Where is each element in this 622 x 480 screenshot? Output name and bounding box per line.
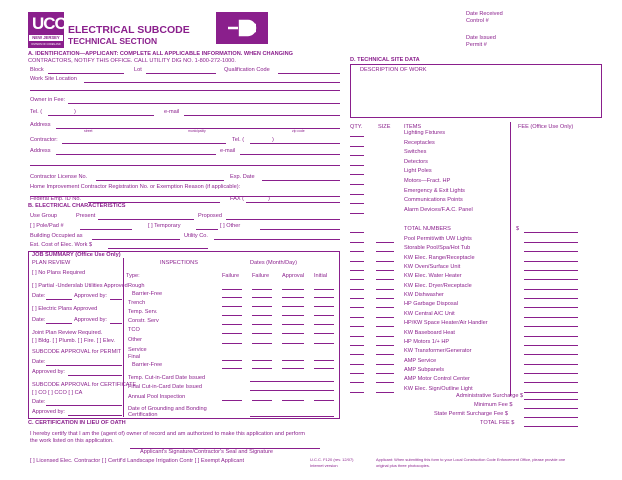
joint-review-options[interactable]: [ ] Bldg. [ ] Plumb. [ ] Fire. [ ] Elev. bbox=[32, 338, 115, 344]
inspection-field-4-0[interactable] bbox=[222, 324, 242, 325]
total-fee-field[interactable] bbox=[524, 426, 578, 427]
inspection-field-2-1[interactable] bbox=[252, 306, 272, 307]
building-occupied-field[interactable] bbox=[92, 239, 180, 240]
approved-by-2-field[interactable] bbox=[110, 323, 122, 324]
inspection-field-9-2[interactable] bbox=[282, 368, 304, 369]
qty-field-1-5[interactable] bbox=[350, 184, 364, 185]
temporary-option[interactable]: [ ] Temporary bbox=[148, 223, 181, 229]
qty-field-1-2[interactable] bbox=[350, 155, 364, 156]
exp-date-label: Exp. Date bbox=[230, 174, 255, 180]
item-label-1-6: Emergency & Exit Lights bbox=[404, 187, 465, 194]
approved-by-3-label: Approved by: bbox=[32, 369, 65, 375]
inspection-field-0-1[interactable] bbox=[252, 289, 272, 290]
contractor-tel-field[interactable] bbox=[250, 143, 340, 144]
building-occupied-label: Building Occupied as bbox=[30, 233, 83, 239]
fee-field-7[interactable] bbox=[524, 307, 578, 308]
item-label-2-3: KW Oven/Surface Unit bbox=[404, 264, 461, 271]
inspection-field-9-0[interactable] bbox=[222, 368, 242, 369]
inspection-field-3-0[interactable] bbox=[222, 315, 242, 316]
size-field-12[interactable] bbox=[376, 354, 394, 355]
total-qty-field[interactable] bbox=[350, 232, 364, 233]
present-label: Present bbox=[76, 213, 96, 219]
approved-by-3-field[interactable] bbox=[68, 375, 122, 376]
work-site-label: Work Site Location bbox=[30, 76, 77, 82]
block-label: Block bbox=[30, 67, 44, 73]
fax-label: FAX ( bbox=[230, 196, 244, 202]
inspection-field-1-3[interactable] bbox=[314, 297, 334, 298]
item-label-2-9: HP/KW Space Heater/Air Handler bbox=[404, 320, 488, 327]
qty-field-1-1[interactable] bbox=[350, 146, 364, 147]
fee-field-3[interactable] bbox=[524, 270, 578, 271]
block-field[interactable] bbox=[48, 73, 124, 74]
lot-label: Lot bbox=[134, 67, 142, 73]
contractor-tel-label: Tel. ( bbox=[232, 137, 245, 143]
date-4-field[interactable] bbox=[46, 405, 122, 406]
annual-pool-field-2[interactable] bbox=[252, 400, 272, 401]
signature-caption: Applicant's Signature/Contractor's Seal and Signature bbox=[140, 449, 274, 455]
fee-field-14[interactable] bbox=[524, 373, 578, 374]
minimum-fee-label: Minimum Fee $ bbox=[474, 402, 513, 408]
inspection-field-2-0[interactable] bbox=[222, 306, 242, 307]
inspection-field-3-1[interactable] bbox=[252, 315, 272, 316]
date-3-label: Date: bbox=[32, 359, 46, 365]
date-4-label: Date: bbox=[32, 399, 46, 405]
qty-field-1-6[interactable] bbox=[350, 194, 364, 195]
inspection-field-3-3[interactable] bbox=[314, 315, 334, 316]
inspection-field-8-1[interactable] bbox=[252, 360, 272, 361]
inspection-type-6: Other bbox=[128, 337, 142, 343]
federal-id-label: Federal Emp. ID No. bbox=[30, 196, 81, 202]
fee-field-4[interactable] bbox=[524, 279, 578, 280]
inspection-field-2-3[interactable] bbox=[314, 306, 334, 307]
fee-field-5[interactable] bbox=[524, 289, 578, 290]
inspection-type-4: Constr. Serv bbox=[128, 318, 159, 324]
license-field[interactable] bbox=[96, 180, 224, 181]
qualification-field[interactable] bbox=[278, 73, 340, 74]
ucc-logo bbox=[28, 12, 66, 51]
item-label-2-10: KW Baseboard Heat bbox=[404, 329, 455, 336]
plan-review-label: PLAN REVIEW bbox=[32, 260, 71, 266]
state-surcharge-label: State Permit Surcharge Fee $ bbox=[434, 411, 508, 417]
work-site-field-2[interactable] bbox=[30, 90, 340, 91]
size-header: SIZE bbox=[378, 124, 391, 130]
section-c-heading: C. CERTIFICATION IN LIEU OF OATH bbox=[28, 420, 126, 426]
inspection-type-2: Trench bbox=[128, 300, 146, 306]
size-field-14[interactable] bbox=[376, 373, 394, 374]
grounding-label-2: Certification bbox=[128, 412, 158, 418]
item-label-2-13: AMP Service bbox=[404, 357, 437, 364]
contractor-email-label: e-mail bbox=[220, 148, 236, 154]
qty-field-2-6[interactable] bbox=[350, 298, 364, 299]
contractor-tel-paren: ) bbox=[272, 137, 274, 143]
size-field-15[interactable] bbox=[376, 382, 394, 383]
fee-divider bbox=[510, 122, 511, 396]
total-fee-line[interactable] bbox=[524, 232, 578, 233]
inspection-field-0-3[interactable] bbox=[314, 289, 334, 290]
form-subtitle: TECHNICAL SECTION bbox=[68, 36, 158, 46]
no-plans-option[interactable]: [ ] No Plans Required bbox=[32, 270, 86, 276]
fee-field-12[interactable] bbox=[524, 354, 578, 355]
approved-by-2-label: Approved by: bbox=[74, 317, 107, 323]
temp-cut-label: Temp. Cut-in-Card Date Issued bbox=[128, 375, 206, 381]
plug-icon bbox=[216, 12, 268, 44]
fee-field-1[interactable] bbox=[524, 251, 578, 252]
inspection-field-6-3[interactable] bbox=[314, 343, 334, 344]
inspection-field-5-3[interactable] bbox=[314, 333, 334, 334]
owner-label: Owner in Fee: bbox=[30, 97, 66, 103]
final-cut-label: Final Cut-in-Card Date Issued bbox=[128, 384, 202, 390]
est-cost-label: Est. Cost of Elec. Work $ bbox=[30, 242, 93, 248]
inspections-label: INSPECTIONS bbox=[160, 260, 198, 266]
date-2-label: Date: bbox=[32, 317, 46, 323]
type-label: Type: bbox=[126, 273, 140, 279]
inspection-field-5-0[interactable] bbox=[222, 333, 242, 334]
inspection-type-1: Barrier-Free bbox=[132, 291, 163, 297]
owner-tel-label: Tel. ( bbox=[30, 109, 43, 115]
description-label: DESCRIPTION OF WORK bbox=[360, 67, 427, 73]
exp-date-field[interactable] bbox=[262, 180, 340, 181]
size-field-0[interactable] bbox=[376, 242, 394, 243]
item-label-2-12: KW Transformer/Generator bbox=[404, 348, 472, 355]
item-label-2-2: KW Elec. Range/Receptacle bbox=[404, 254, 475, 261]
qty-field-1-8[interactable] bbox=[350, 213, 364, 214]
qty-field-2-10[interactable] bbox=[350, 336, 364, 337]
owner-address-label: Address bbox=[30, 122, 51, 128]
qty-field-2-14[interactable] bbox=[350, 373, 364, 374]
fax-paren: ) bbox=[268, 196, 270, 202]
inspection-field-5-2[interactable] bbox=[282, 333, 304, 334]
item-label-2-7: HP Garbage Disposal bbox=[404, 301, 458, 308]
item-label-1-8: Alarm Devices/F.A.C. Panel bbox=[404, 206, 473, 213]
qty-field-2-2[interactable] bbox=[350, 261, 364, 262]
size-field-6[interactable] bbox=[376, 298, 394, 299]
total-dollar-sign: $ bbox=[516, 226, 520, 232]
approved-by-4-field[interactable] bbox=[68, 415, 122, 416]
qty-field-2-0[interactable] bbox=[350, 242, 364, 243]
item-label-2-8: KW Central A/C Unit bbox=[404, 310, 455, 317]
approved-by-1-field[interactable] bbox=[110, 299, 122, 300]
qty-field-2-7[interactable] bbox=[350, 307, 364, 308]
total-fee-label: TOTAL FEE $ bbox=[480, 420, 515, 426]
electric-plans-option[interactable]: [ ] Electric Plans Approved bbox=[32, 306, 98, 312]
date-issued-label: Date Issued bbox=[466, 35, 496, 41]
est-cost-field[interactable] bbox=[108, 248, 208, 249]
joint-review-label: Joint Plan Review Required. bbox=[32, 330, 103, 336]
form-title: ELECTRICAL SUBCODE bbox=[68, 24, 190, 36]
date-3-field[interactable] bbox=[46, 365, 122, 366]
inspection-field-2-2[interactable] bbox=[282, 306, 304, 307]
fee-field-8[interactable] bbox=[524, 317, 578, 318]
qty-field-2-13[interactable] bbox=[350, 364, 364, 365]
zip-caption: zip code bbox=[292, 129, 305, 133]
fee-header: FEE (Office Use Only) bbox=[518, 124, 574, 130]
admin-surcharge-label: Administrative Surcharge $ bbox=[456, 393, 524, 399]
form-number: U.C.C. F120 (rev. 12/07) bbox=[310, 457, 354, 462]
certification-line-1: I hereby certify that I am the (agent of) owner of record and am authorized to make this application and perform bbox=[30, 431, 305, 437]
approval-col: Approval bbox=[282, 273, 305, 279]
item-label-2-4: KW Elec. Water Heater bbox=[404, 273, 462, 280]
contractor-label: Contractor: bbox=[30, 137, 58, 143]
grounding-field[interactable] bbox=[250, 416, 334, 417]
item-label-1-2: Switches bbox=[404, 149, 427, 156]
inspection-type-0: Rough bbox=[128, 283, 145, 289]
item-label-1-3: Detectors bbox=[404, 158, 428, 165]
street-caption: street bbox=[84, 129, 93, 133]
qty-field-2-1[interactable] bbox=[350, 251, 364, 252]
item-label-1-1: Receptacles bbox=[404, 139, 435, 146]
permit-label: Permit # bbox=[466, 42, 487, 48]
size-field-7[interactable] bbox=[376, 307, 394, 308]
minimum-fee-field[interactable] bbox=[524, 408, 578, 409]
approved-by-1-label: Approved by: bbox=[74, 293, 107, 299]
size-field-8[interactable] bbox=[376, 317, 394, 318]
qty-field-2-8[interactable] bbox=[350, 317, 364, 318]
fee-field-6[interactable] bbox=[524, 298, 578, 299]
subcode-cert-label: SUBCODE APPROVAL for CERTIFICATE bbox=[32, 382, 137, 388]
inspection-type-9: Barrier-Free bbox=[132, 362, 163, 368]
item-label-1-4: Light Poles bbox=[404, 168, 432, 175]
inspection-field-1-0[interactable] bbox=[222, 297, 242, 298]
item-label-2-16: KW Elec. Sign/Outline Light bbox=[404, 385, 473, 392]
admin-surcharge-field[interactable] bbox=[524, 399, 578, 400]
other-field[interactable] bbox=[260, 229, 340, 230]
applicant-type-options[interactable]: [ ] Licensed Elec. Contractor [ ] Certif'd Landscape Irrigation Contr [ ] Exempt Applicant bbox=[30, 458, 245, 464]
qty-field-1-3[interactable] bbox=[350, 165, 364, 166]
inspection-field-9-3[interactable] bbox=[314, 368, 334, 369]
inspection-type-5: TCO bbox=[128, 327, 140, 333]
contractor-address-label: Address bbox=[30, 148, 51, 154]
inspection-field-8-2[interactable] bbox=[282, 360, 304, 361]
item-label-2-0: Pool Permit/with UW Lights bbox=[404, 236, 472, 242]
annual-pool-label: Annual Pool Inspection bbox=[128, 394, 186, 400]
failure-col-2: Failure bbox=[252, 273, 270, 279]
section-a-heading: A. IDENTIFICATION—APPLICANT: COMPLETE ALL APPLICABLE INFORMATION. WHEN CHANGING bbox=[28, 51, 293, 57]
job-summary-heading: JOB SUMMARY (Office Use Only) bbox=[32, 252, 121, 258]
inspection-field-6-1[interactable] bbox=[252, 343, 272, 344]
logo-state: NEW JERSEY bbox=[29, 35, 63, 41]
inspection-field-9-1[interactable] bbox=[252, 368, 272, 369]
qty-field-2-3[interactable] bbox=[350, 270, 364, 271]
submission-note-2: original plus three photocopies. bbox=[376, 463, 430, 468]
lot-field[interactable] bbox=[146, 73, 216, 74]
qty-field-2-11[interactable] bbox=[350, 345, 364, 346]
inspection-field-0-2[interactable] bbox=[282, 289, 304, 290]
size-field-5[interactable] bbox=[376, 289, 394, 290]
certification-line-2: the work listed on this application. bbox=[30, 438, 114, 444]
contractor-email-field[interactable] bbox=[240, 154, 340, 155]
inspection-type-3: Temp. Serv. bbox=[128, 309, 158, 315]
owner-email-label: e-mail bbox=[164, 109, 180, 115]
pole-pad-field[interactable] bbox=[80, 229, 132, 230]
inspection-type-7: Service bbox=[128, 347, 147, 353]
fee-field-0[interactable] bbox=[524, 242, 578, 243]
fee-field-13[interactable] bbox=[524, 364, 578, 365]
cert-options[interactable]: [ ] CO [ ] CCO [ ] CA bbox=[32, 390, 83, 396]
qualification-label: Qualification Code bbox=[224, 67, 270, 73]
item-label-2-14: AMP Subpanels bbox=[404, 366, 445, 373]
annual-pool-field-4[interactable] bbox=[314, 400, 334, 401]
fee-field-15[interactable] bbox=[524, 382, 578, 383]
fee-field-10[interactable] bbox=[524, 336, 578, 337]
inspection-type-8: Final bbox=[128, 354, 141, 360]
state-surcharge-field[interactable] bbox=[524, 417, 578, 418]
size-field-2[interactable] bbox=[376, 261, 394, 262]
dates-label: Dates (Month/Day) bbox=[250, 260, 297, 266]
owner-email-field[interactable] bbox=[184, 115, 340, 116]
home-improvement-label: Home Improvement Contractor Registration No. or Exemption Reason (if applicable): bbox=[30, 184, 241, 190]
annual-pool-field-3[interactable] bbox=[282, 400, 304, 401]
inspection-field-6-0[interactable] bbox=[222, 343, 242, 344]
qty-field-1-7[interactable] bbox=[350, 203, 364, 204]
inspection-field-4-3[interactable] bbox=[314, 324, 334, 325]
contractor-extra-line[interactable] bbox=[30, 165, 340, 166]
utility-co-label: Utility Co. bbox=[184, 233, 208, 239]
date-received-label: Date Received bbox=[466, 11, 503, 17]
fee-field-2[interactable] bbox=[524, 261, 578, 262]
size-field-13[interactable] bbox=[376, 364, 394, 365]
item-label-2-1: Storable Pool/Spa/Hot Tub bbox=[404, 245, 471, 252]
inspection-field-6-2[interactable] bbox=[282, 343, 304, 344]
qty-field-2-5[interactable] bbox=[350, 289, 364, 290]
grounding-label: Date of Grounding and Bonding bbox=[128, 406, 207, 412]
qty-field-2-4[interactable] bbox=[350, 279, 364, 280]
final-cut-field[interactable] bbox=[250, 390, 334, 391]
items-header: ITEMS bbox=[404, 124, 422, 130]
owner-tel-paren: ) bbox=[74, 109, 76, 115]
control-label: Control # bbox=[466, 18, 489, 24]
qty-field-2-12[interactable] bbox=[350, 354, 364, 355]
annual-pool-field-1[interactable] bbox=[222, 400, 242, 401]
item-label-1-7: Communications Points bbox=[404, 197, 463, 204]
total-numbers-label: TOTAL NUMBERS bbox=[404, 226, 451, 232]
submission-note-1: Applicant: When submitting this form to your Local Construction Code Enforcement Office, please provide one bbox=[376, 457, 566, 462]
failure-col-1: Failure bbox=[222, 273, 240, 279]
size-field-9[interactable] bbox=[376, 326, 394, 327]
job-summary-divider bbox=[123, 258, 124, 417]
approved-by-4-label: Approved by: bbox=[32, 409, 65, 415]
section-a-heading-2: CONTRACTORS, NOTIFY THIS OFFICE. CALL UTILITY DIG NO. 1-800-272-1000. bbox=[28, 58, 236, 64]
partial-option[interactable]: [ ] Partial -Underslab Utilities Approved bbox=[32, 283, 128, 289]
qty-field-2-16[interactable] bbox=[350, 392, 364, 393]
section-b-heading: B. ELECTRICAL CHARACTERISTICS bbox=[28, 203, 126, 209]
utility-co-field[interactable] bbox=[214, 239, 340, 240]
qty-field-1-0[interactable] bbox=[350, 136, 364, 137]
inspection-field-8-3[interactable] bbox=[314, 360, 334, 361]
proposed-label: Proposed bbox=[198, 213, 222, 219]
inspection-field-4-1[interactable] bbox=[252, 324, 272, 325]
other-option[interactable]: [ ] Other bbox=[220, 223, 241, 229]
logo-division: DIVISION OF CODES AND STANDARDS bbox=[31, 43, 61, 51]
section-d-heading: D. TECHNICAL SITE DATA bbox=[350, 57, 420, 63]
inspection-field-8-0[interactable] bbox=[222, 360, 242, 361]
license-label: Contractor License No. bbox=[30, 174, 88, 180]
inspection-field-1-1[interactable] bbox=[252, 297, 272, 298]
item-label-1-0: Lighting Fixtures bbox=[404, 130, 446, 136]
pole-pad-option[interactable]: [ ] Pole/Pad # bbox=[30, 223, 64, 229]
inspection-field-3-2[interactable] bbox=[282, 315, 304, 316]
size-field-16[interactable] bbox=[376, 392, 394, 393]
item-label-2-15: AMP Motor Control Center bbox=[404, 376, 470, 383]
subcode-permit-label: SUBCODE APPROVAL for PERMIT bbox=[32, 349, 122, 355]
item-label-1-5: Motors—Fract. HP bbox=[404, 178, 451, 184]
fee-field-11[interactable] bbox=[524, 345, 578, 346]
qty-header: QTY. bbox=[350, 124, 363, 130]
present-field[interactable] bbox=[98, 219, 194, 220]
fee-field-16[interactable] bbox=[524, 392, 578, 393]
size-field-1[interactable] bbox=[376, 251, 394, 252]
qty-field-1-4[interactable] bbox=[350, 174, 364, 175]
size-field-3[interactable] bbox=[376, 270, 394, 271]
inspection-field-5-1[interactable] bbox=[252, 333, 272, 334]
inspection-field-0-0[interactable] bbox=[222, 289, 242, 290]
date-1-label: Date: bbox=[32, 293, 46, 299]
size-field-11[interactable] bbox=[376, 345, 394, 346]
date-1-field[interactable] bbox=[46, 299, 72, 300]
item-label-2-5: KW Elec. Dryer/Receptacle bbox=[404, 282, 472, 289]
size-field-4[interactable] bbox=[376, 279, 394, 280]
item-label-2-6: KW Dishwasher bbox=[404, 292, 444, 299]
contractor-address-field[interactable] bbox=[56, 154, 216, 155]
initial-col: Initial bbox=[314, 273, 328, 279]
owner-field[interactable] bbox=[68, 103, 340, 104]
item-label-2-11: HP Motors 1/+ HP bbox=[404, 338, 450, 345]
inspection-field-1-2[interactable] bbox=[282, 297, 304, 298]
logo-letters: UCC bbox=[32, 14, 66, 33]
date-2-field[interactable] bbox=[46, 323, 72, 324]
inspection-field-4-2[interactable] bbox=[282, 324, 304, 325]
size-field-10[interactable] bbox=[376, 336, 394, 337]
fax-field[interactable] bbox=[246, 202, 340, 203]
temporary-field[interactable] bbox=[196, 229, 218, 230]
qty-field-2-15[interactable] bbox=[350, 382, 364, 383]
owner-tel-field[interactable] bbox=[48, 115, 154, 116]
fee-field-9[interactable] bbox=[524, 326, 578, 327]
municipality-caption: municipality bbox=[188, 129, 206, 133]
qty-field-2-9[interactable] bbox=[350, 326, 364, 327]
proposed-field[interactable] bbox=[226, 219, 340, 220]
temp-cut-field[interactable] bbox=[250, 381, 334, 382]
contractor-field[interactable] bbox=[62, 143, 226, 144]
use-group-label: Use Group bbox=[30, 213, 58, 219]
work-site-field[interactable] bbox=[84, 82, 340, 83]
form-version: Internet version bbox=[310, 463, 338, 468]
